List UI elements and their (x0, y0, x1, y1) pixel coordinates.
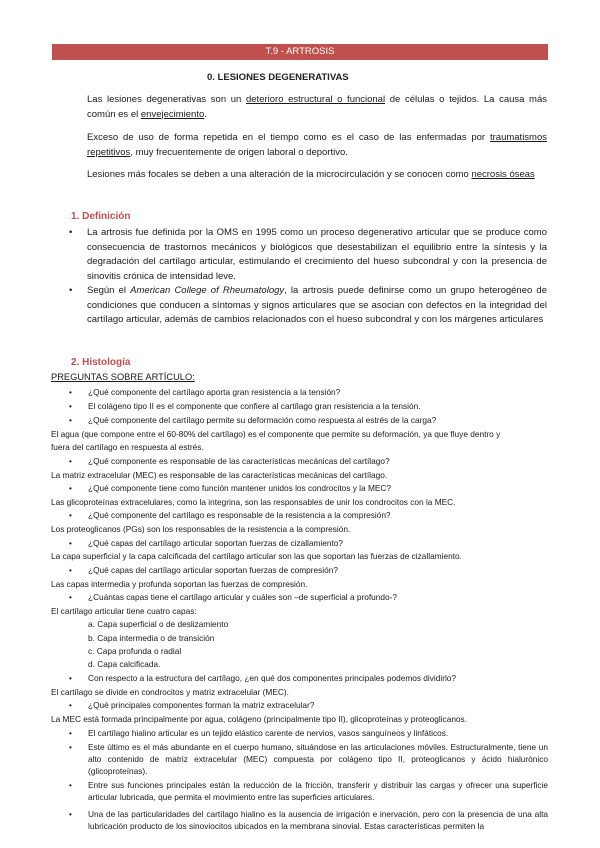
question-line: • ¿Qué componente tiene como función mantener unidos los condrocitos y la MEC? (88, 482, 391, 494)
list-item: • Este último es el más abundante en el cuerpo humano, situándose en las articulaciones móviles. Estructuralmente, tiene un alto contenido de matriz extracelular (MEC) compuesta por colágeno tipo II, proteoglicanos y ácido hialurónico (glicoproteínas). (88, 741, 548, 777)
answer-line: El agua (que compone entre el 60-80% del cartílago) es el componente que permite su deformación, ya que fluye dentro y (51, 429, 501, 439)
intro-paragraph-3: Lesiones más focales se deben a una alteración de la microcirculación y se conocen como necrosis óseas (87, 169, 535, 180)
list-item: • Según el American College of Rheumatology, la artrosis puede definirse como un grupo heterogéneo de condiciones que conducen a síntomas y signos articulares que se asocian con defectos en la integridad del cartílago articular, además de cambios relacionados con el hueso subcondral y con los márgenes articulares (69, 285, 547, 325)
section-0-title: 0. LESIONES DEGENERATIVAS (207, 72, 349, 83)
answer-line: fuera del cartílago en respuesta al estrés. (51, 442, 204, 452)
list-item: • Entre sus funciones principales están la reducción de la fricción, transferir y distribuir las cargas y ofrecer una superficie articular lubricada, que permita el movimiento entre las superficies articulares. (88, 779, 548, 803)
layer-item: d. Capa calcificada. (88, 659, 161, 669)
answer-line: Los proteoglicanos (PGs) son los responsables de la resistencia a la compresión. (51, 524, 351, 534)
answer-line: La matriz extracelular (MEC) es responsable de las características mecánicas del cartílago. (51, 470, 388, 480)
answer-line: La capa superficial y la capa calcificada del cartílago articular son las que soportan las fuerzas de cizallamiento. (51, 551, 462, 561)
intro-paragraph-2: Exceso de uso de forma repetida en el tiempo como es el caso de las enfermadas por traumatismos repetitivos, muy frecuentemente de origen laboral o deportivo. (87, 132, 547, 158)
list-item: • La artrosis fue definida por la OMS en 1995 como un proceso degenerativo articular que se produce como consecuencia de trastornos mecánicos y biológicos que desestabilizan el equilibrio entre la síntesis y la degradación del cartílago articular, estimulando el crecimiento del hueso subcondral y con la presencia de sinovitis crónica de intensidad leve. (69, 227, 547, 282)
question-line: • ¿Qué capas del cartílago articular soportan fuerzas de compresión? (88, 564, 338, 576)
questions-subtitle: PREGUNTAS SOBRE ARTÍCULO: (51, 372, 195, 382)
intro-paragraph-1: Las lesiones degenerativas son un deterioro estructural o funcional de células o tejidos. La causa más común es el envejecimiento. (87, 94, 548, 120)
question-line: • ¿Qué componente es responsable de las características mecánicas del cartílago? (88, 455, 390, 467)
answer-line: Las capas intermedia y profunda soportan las fuerzas de compresión. (51, 579, 308, 589)
answer-line: El cartílago articular tiene cuatro capas: (51, 606, 197, 616)
question-line: • ¿Qué componente del cartílago aporta gran resistencia a la tensión? (88, 386, 340, 398)
question-line: • ¿Cuántas capas tiene el cartílago articular y cuáles son –de superficial a profundo-? (88, 591, 397, 603)
definition-list (69, 226, 547, 328)
header-title: T.9 - ARTROSIS (265, 46, 335, 57)
question-line: • ¿Qué componente del cartílago permite su deformación como respuesta al estrés de la carga? (88, 414, 436, 426)
list-item: • El cartílago hialino articular es un tejido elástico carente de nervios, vasos sanguíneos y linfáticos. (88, 727, 548, 739)
list-item: • Una de las particularidades del cartílago hialino es la ausencia de irrigación e inervación, pero con la presencia de una alta lubricación producto de los sinoviocitos ubicados en la membrana sinovial. Estas características permiten la (88, 808, 548, 832)
layer-item: c. Capa profunda o radial (88, 646, 182, 656)
question-line: • ¿Qué capas del cartílago articular soportan fuerzas de cizallamiento? (88, 537, 343, 549)
layer-item: a. Capa superficial o de deslizamiento (88, 619, 229, 629)
answer-line: La MEC está formada principalmente por agua, colágeno (principalmente tipo II), glicoproteínas y proteoglicanos. (51, 714, 467, 724)
section-1-title: 1. Definición (71, 211, 131, 222)
section-2-title: 2. Histología (71, 357, 131, 368)
answer-line: El cartílago se divide en condrocitos y matriz extracelular (MEC). (51, 687, 289, 697)
answer-line: • El colágeno tipo II es el componente que confiere al cartílago gran resistencia a la tensión. (88, 400, 421, 412)
question-line: • Con respecto a la estructura del cartílago, ¿en qué dos componentes principales podemos dividirlo? (88, 672, 456, 684)
question-line: • ¿Qué componente del cartílago es responsable de la resistencia a la compresión? (88, 509, 391, 521)
layer-item: b. Capa intermedia o de transición (88, 633, 215, 643)
answer-line: Las glicoproteínas extracelulares, como la integrina, son las responsables de unir los condrocitos con la MEC. (51, 497, 456, 507)
question-line: • ¿Qué principales componentes forman la matriz extracelular? (88, 699, 314, 711)
document-header-banner (52, 44, 548, 60)
